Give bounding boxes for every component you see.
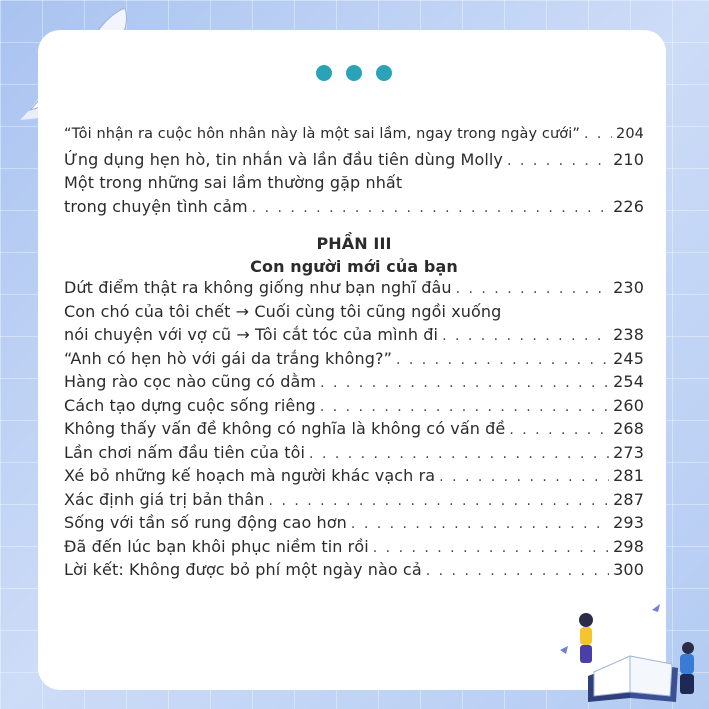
dot-leader [507,153,609,169]
part-subtitle: Con người mới của bạn [250,257,458,276]
toc-entry-title: Đã đến lúc bạn khôi phục niềm tin rồi [64,536,369,556]
toc-entry [64,150,644,174]
reading-people-illustration [548,590,706,706]
part-label: PHẦN III [316,234,392,253]
toc-entry-page: 238 [613,325,644,344]
toc-entry-page: 210 [613,149,644,169]
toc-entry [64,466,644,490]
dot-3 [376,65,392,81]
dot-2 [346,65,362,81]
toc-entry-title: “Anh có hẹn hò với gái da trắng không?” [64,348,392,368]
toc-entry-page: 226 [613,196,644,216]
toc-entry-title: Dứt điểm thật ra không giống như bạn nghĩ đâu [64,278,452,297]
toc-entry-title: trong chuyện tình cảm [64,196,248,216]
toc-entry-page: 293 [613,513,644,532]
toc-entry-page: 273 [613,442,644,462]
toc-entry [64,419,644,443]
dot-leader [456,281,610,297]
toc-entry-title: Không thấy vấn đề không có nghĩa là không có vấn đề [64,419,506,438]
dot-leader [320,399,609,415]
toc-entry [64,513,644,537]
toc-entry-page: 300 [613,560,644,579]
dot-leader [320,375,609,391]
toc-entry [64,560,644,584]
toc-entry-page: 254 [613,372,644,391]
toc-entry [64,126,644,150]
pagination-dots [316,65,392,81]
toc-entry [64,278,644,302]
toc-entry [64,396,644,420]
toc-entry-title-line1: Con chó của tôi chết → Cuối cùng tôi cũng ngồi xuống [64,301,502,321]
toc-entry-page: 260 [613,395,644,415]
toc-entry [64,490,644,514]
toc-entry [64,443,644,467]
dot-leader [509,422,609,438]
toc-entry-title-line1: Một trong những sai lầm thường gặp nhất [64,173,403,192]
toc-entry-title: Xé bỏ những kế hoạch mà người khác vạch ra [64,466,436,485]
dot-leader [252,200,609,216]
toc-entry-title: Ứng dụng hẹn hò, tin nhắn và lần đầu tiên dùng Molly [64,149,504,169]
dot-leader [584,126,612,142]
toc-entry-page: 268 [613,419,644,438]
toc-entry-title: Hàng rào cọc nào cũng có dằm [64,372,317,391]
dot-leader [439,469,609,485]
toc-entry [64,372,644,396]
toc-entry-title: Xác định giá trị bản thân [64,489,265,509]
toc-entry [64,197,644,221]
table-of-contents [64,126,644,584]
dot-leader [373,540,609,556]
dot-leader [309,446,609,462]
toc-entry-page: 204 [616,126,644,142]
dot-leader [426,563,609,579]
toc-entry-title: nói chuyện với vợ cũ → Tôi cắt tóc của mình đi [64,325,439,344]
toc-entry-title: Sống với tần số rung động cao hơn [64,513,347,532]
toc-entry-page: 281 [613,466,644,485]
toc-entry-title: “Tôi nhận ra cuộc hôn nhân này là một sai lầm, ngay trong ngày cưới” [64,126,580,142]
toc-entry-title: Lần chơi nấm đầu tiên của tôi [64,442,306,462]
toc-entry-title: Lời kết: Không được bỏ phí một ngày nào cả [64,560,422,579]
toc-entry-page: 230 [613,278,644,297]
dot-1 [316,65,332,81]
toc-entry [64,537,644,561]
toc-entry-title: Cách tạo dựng cuộc sống riêng [64,395,316,415]
toc-entry [64,325,644,349]
toc-entry-page: 298 [613,536,644,556]
dot-leader [442,328,609,344]
dot-leader [396,352,609,368]
dot-leader [351,516,609,532]
dot-leader [269,493,610,509]
toc-entry-page: 245 [613,348,644,368]
toc-entry [64,349,644,373]
toc-entry-page: 287 [613,489,644,509]
